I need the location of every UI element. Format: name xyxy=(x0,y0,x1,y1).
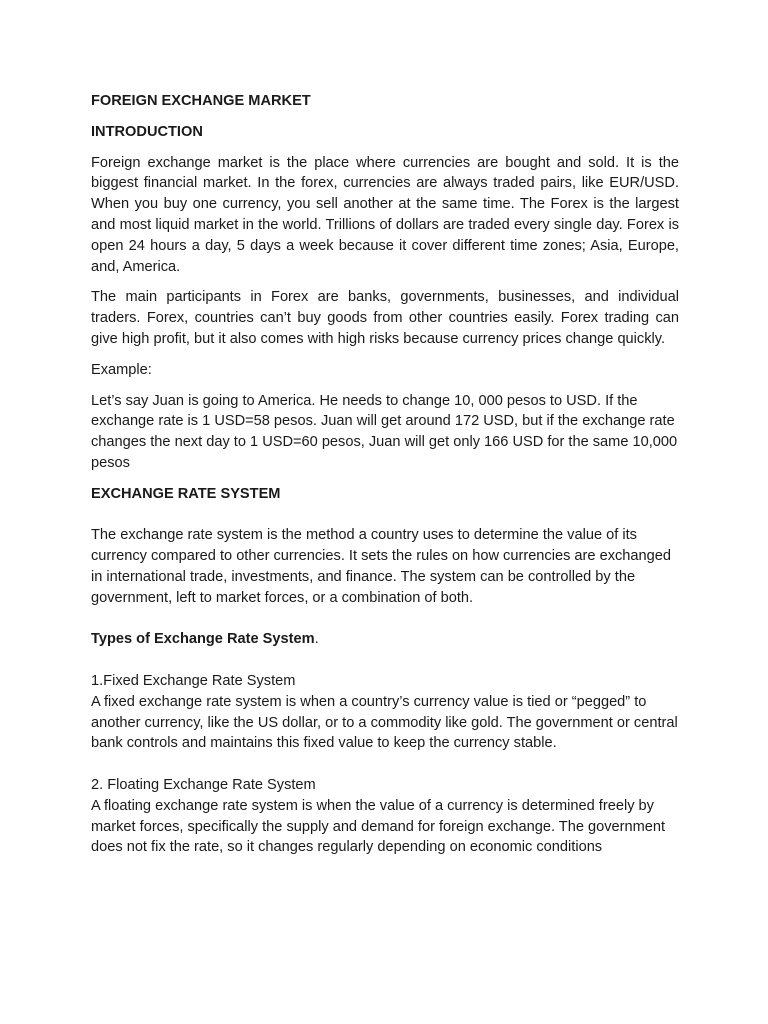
fixed-system-title: 1.Fixed Exchange Rate System xyxy=(91,672,296,689)
floating-system-paragraph: A floating exchange rate system is when the value of a currency is determined freely by market forces, specifically the supply and demand for foreign exchange. The government does not fix the rate, so it changes regularly depending on economic conditions xyxy=(91,797,666,856)
introduction-paragraph-2: The main participants in Forex are banks, governments, businesses, and individual traders. Forex, countries can’t buy goods from other countries easily. Forex trading can give high profit, but it also comes with high risks because currency prices change quickly. xyxy=(91,289,679,347)
fixed-section xyxy=(91,671,679,754)
types-heading: Types of Exchange Rate System xyxy=(91,631,315,648)
types-heading-period: . xyxy=(314,631,319,648)
exchange-rate-system-heading: EXCHANGE RATE SYSTEM xyxy=(91,485,281,502)
example-label: Example: xyxy=(91,361,152,378)
introduction-heading: INTRODUCTION xyxy=(91,123,203,140)
document-title: FOREIGN EXCHANGE MARKET xyxy=(91,93,311,109)
exchange-rate-system-paragraph: The exchange rate system is the method a country uses to determine the value of its currency compared to other currencies. It sets the rules on how currencies are exchanged in international trade, investments, and finance. The system can be controlled by the government, left to market forces, or a combination of both. xyxy=(91,527,671,606)
fixed-system-paragraph: A fixed exchange rate system is when a country’s currency value is tied or “pegged” to another currency, like the US dollar, or to a commodity like gold. The government or central bank controls and maintains this fixed value to keep the currency stable. xyxy=(91,693,678,752)
introduction-paragraph-1: Foreign exchange market is the place where currencies are bought and sold. It is the biggest financial market. In the forex, currencies are always traded pairs, like EUR/USD. When you buy one currency, you sell another at the same time. The Forex is the largest and most liquid market in the world. Trillions of dollars are traded every single day. Forex is open 24 hours a day, 5 days a week because it cover different time zones; Asia, Europe, and, America. xyxy=(91,154,679,275)
floating-section xyxy=(91,775,679,858)
document-body xyxy=(91,91,679,858)
example-paragraph: Let’s say Juan is going to America. He needs to change 10, 000 pesos to USD. If the exchange rate is 1 USD=58 pesos. Juan will get around 172 USD, but if the exchange rate changes the next day to 1 USD=60 pesos, Juan will get only 166 USD for the same 10,000 pesos xyxy=(91,392,678,471)
floating-system-title: 2. Floating Exchange Rate System xyxy=(91,776,316,793)
types-heading-line xyxy=(91,629,679,650)
